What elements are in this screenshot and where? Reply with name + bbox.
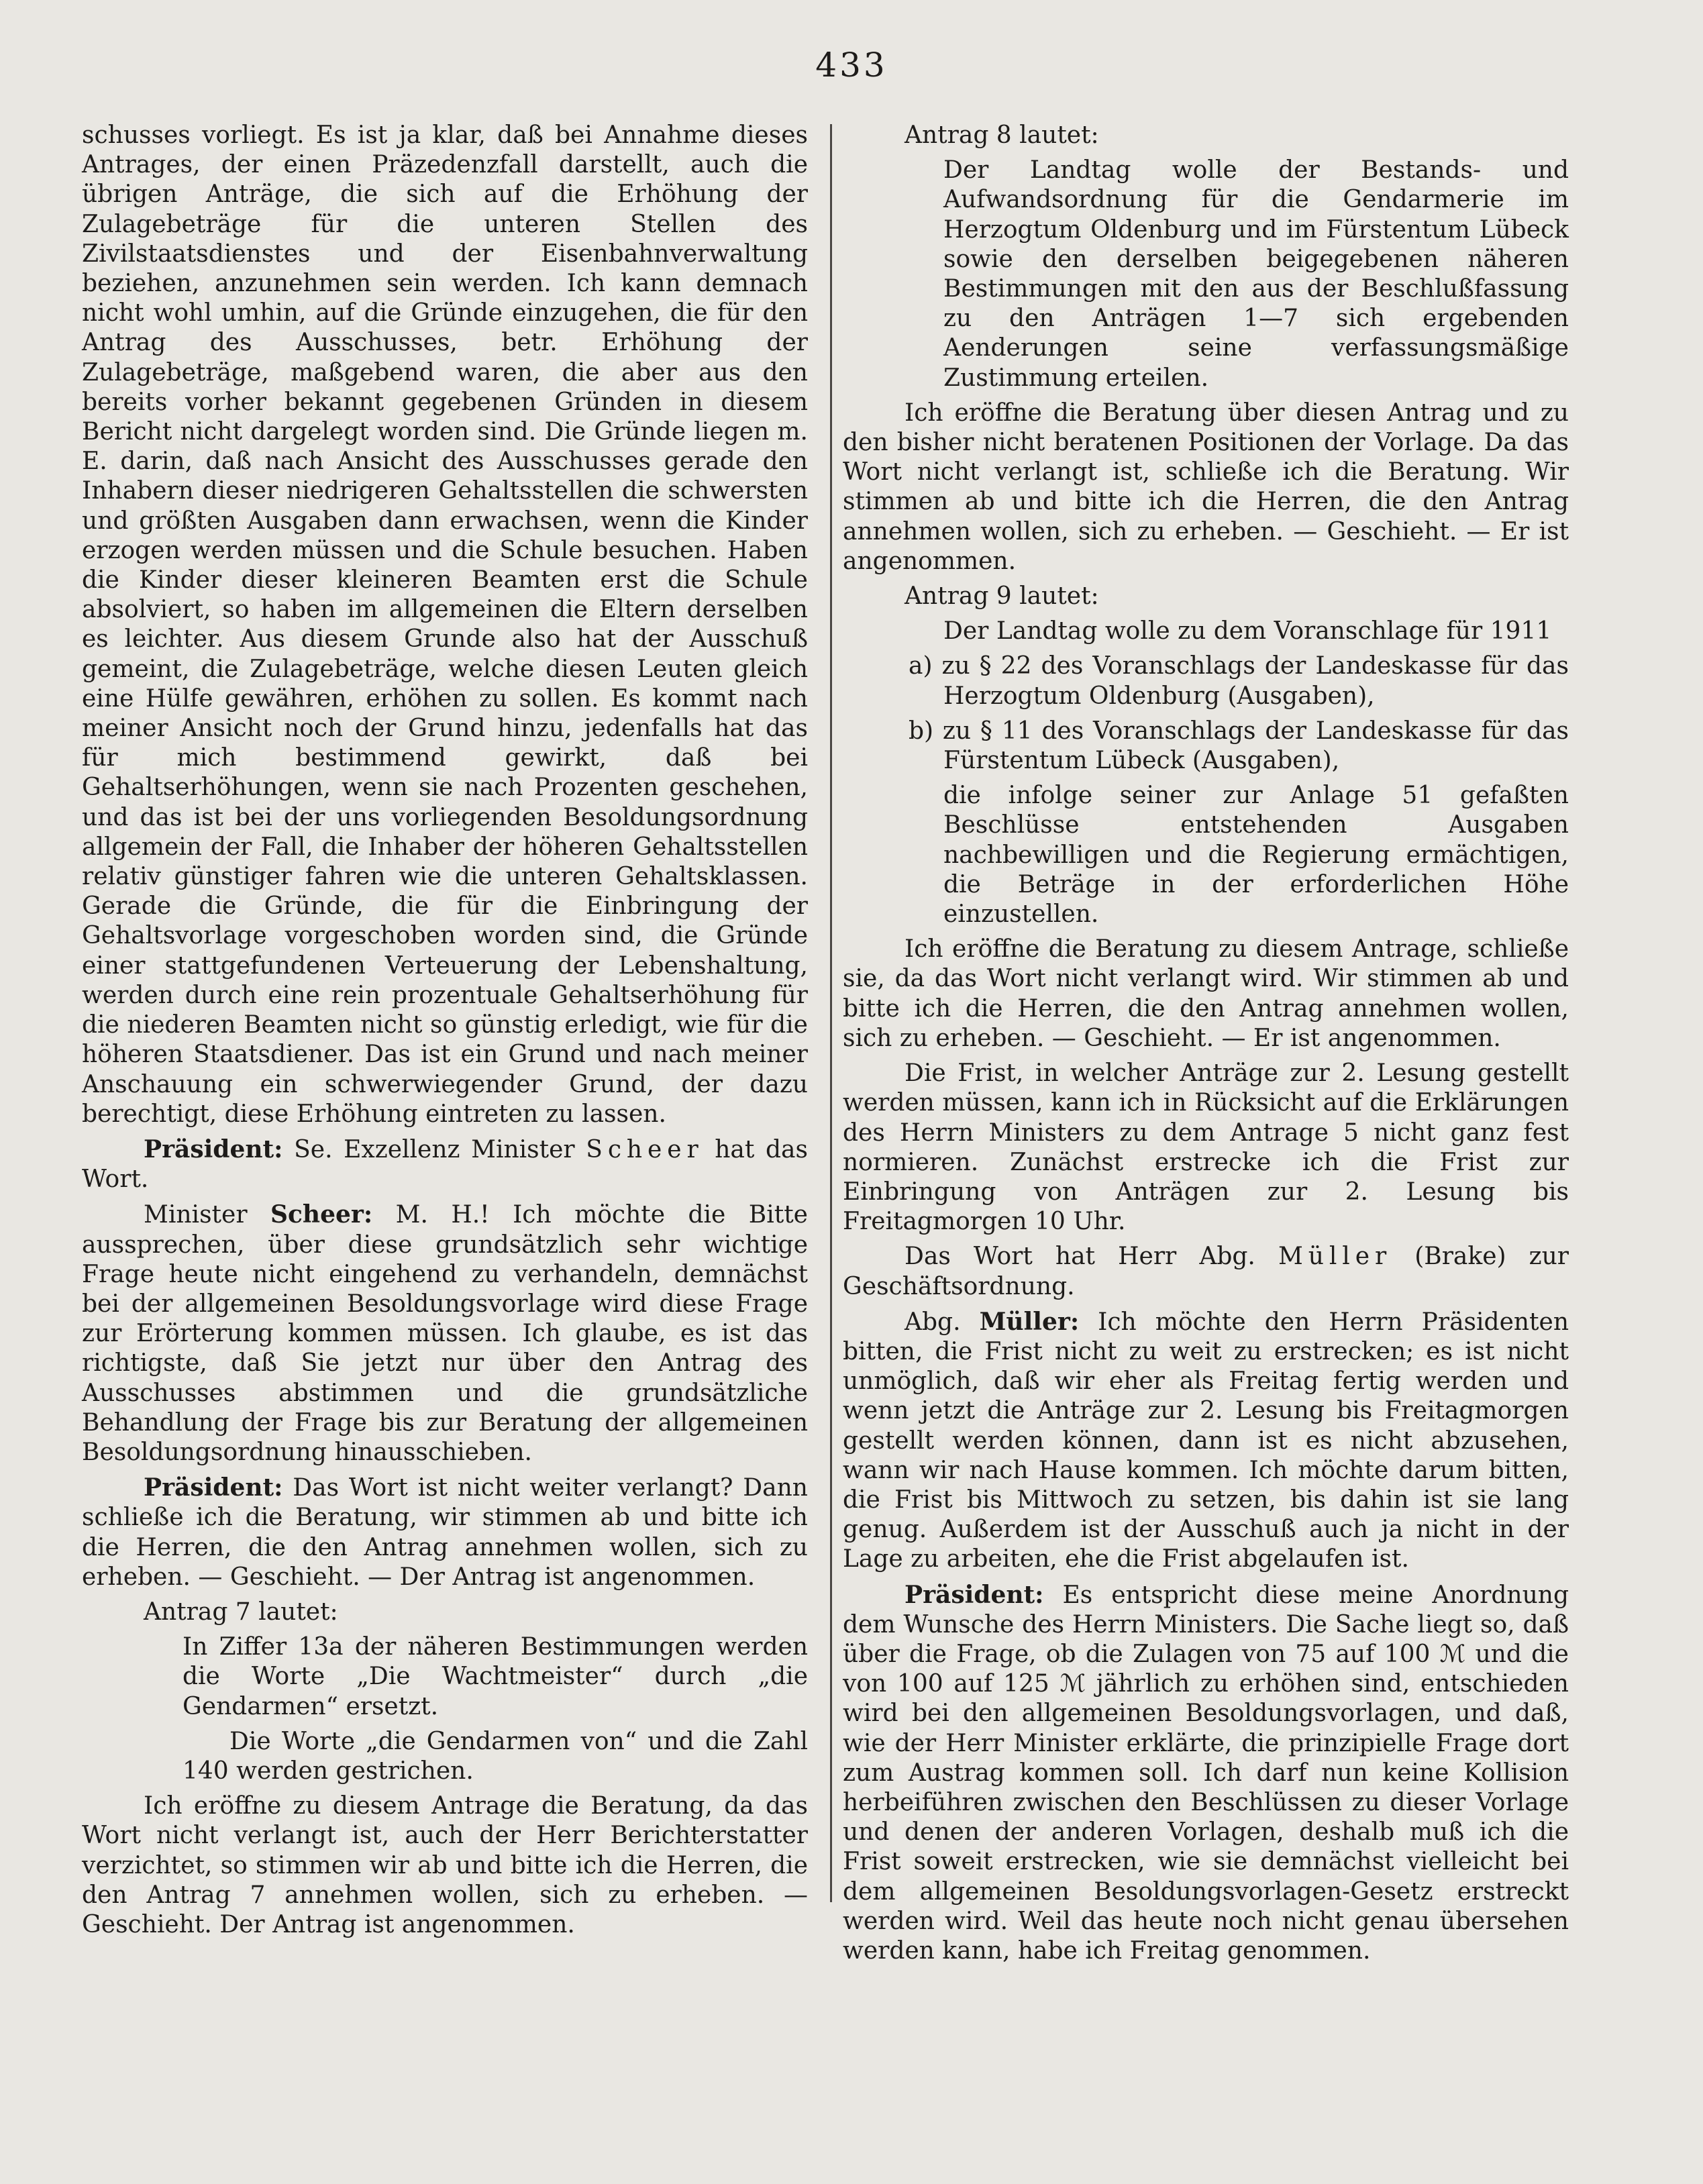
- paragraph: Ich eröffne die Beratung zu diesem Antrage, schließe sie, da das Wort nicht verlangt wird. Wir stimmen ab und bitte ich die Herren, die den Antrag annehmen wollen, sich zu erheben. — Geschieht. — Er ist angenommen.: [843, 935, 1569, 1052]
- speaker-label: Präsident:: [144, 1135, 283, 1163]
- antrag-item: b) zu § 11 des Voranschlags der Landeskasse für das Fürstentum Lübeck (Ausgaben),: [909, 717, 1569, 775]
- paragraph-president: [843, 1580, 1569, 1967]
- antrag-heading: Antrag 9 lautet:: [905, 582, 1099, 611]
- speaker-label: Präsident:: [144, 1473, 283, 1502]
- speaker-label: Müller:: [979, 1307, 1080, 1336]
- paragraph: [843, 1242, 1569, 1301]
- paragraph-minister: [82, 1200, 808, 1467]
- paragraph-text: Das Wort hat Herr Abg.: [905, 1243, 1255, 1271]
- speaker-name: Müller: [1278, 1243, 1392, 1271]
- speaker-label: Präsident:: [905, 1580, 1044, 1609]
- paragraph: Ich eröffne die Beratung über diesen Antrag und zu den bisher nicht beratenen Positionen der Vorlage. Da das Wort nicht verlangt ist, schließe ich die Beratung. Wir stimmen ab und bitte ich die Herren, die den Antrag annehmen wollen, sich zu erheben. — Geschieht. — Er ist angenommen.: [843, 399, 1569, 575]
- paragraph-text: hat das Wort.: [82, 1135, 808, 1194]
- antrag-text: Der Landtag wolle der Bestands- und Aufwandsordnung für die Gendarmerie im Herzogtum Oldenburg und im Fürstentum Lübeck sowie den derselben beigegebenen näheren Bestimmungen mit den aus der Beschlußfassung zu den Anträgen 1—7 sich ergebenden Aenderungen seine verfassungsmäßige Zustimmung erteilen.: [943, 156, 1569, 392]
- paragraph: schusses vorliegt. Es ist ja klar, daß bei Annahme dieses Antrages, der einen Präzedenzfall darstellt, auch die übrigen Anträge, die sich auf die Erhöhung der Zulagebeträge für die unteren Stellen des Zivilstaatsdienstes und der Eisenbahnverwaltung beziehen, anzunehmen sein werden. Ich kann demnach nicht wohl umhin, auf die Gründe einzugehen, die für den Antrag des Ausschusses, betr. Erhöhung der Zulagebeträge, maßgebend waren, die aber aus den bereits vorher bekannt gegebenen Gründen in diesem Bericht nicht dargelegt worden sind. Die Gründe liegen m. E. darin, daß nach Ansicht des Ausschusses gerade den Inhabern dieser niedrigeren Gehaltsstellen die schwersten und größten Ausgaben dann erwachsen, wenn die Kinder erzogen werden müssen und die Schule besuchen. Haben die Kinder dieser kleineren Beamten erst die Schule absolviert, so haben im allgemeinen die Eltern derselben es leichter. Aus diesem Grunde also hat der Ausschuß gemeint, die Zulagebeträge, welche diesen Leuten gleich eine Hülfe gewähren, erhöhen zu sollen. Es kommt nach meiner Ansicht noch der Grund hinzu, jedenfalls hat das für mich bestimmend gewirkt, daß bei Gehaltserhöhungen, wenn sie nach Prozenten geschehen, und das ist bei der uns vorliegenden Besoldungsordnung allgemein der Fall, die Inhaber der höheren Gehaltsstellen relativ günstiger fahren wie die unteren Gehaltsklassen. Gerade die Gründe, die für die Einbringung der Gehaltsvorlage vorgeschoben worden sind, die Gründe einer stattgefundenen Verteuerung der Lebenshaltung, werden durch eine rein prozentuale Gehaltserhöhung für die niederen Beamten nicht so günstig erledigt, wie für die höheren Staatsdiener. Das ist ein Grund und nach meiner Anschauung ein schwerwiegender Grund, der dazu berechtigt, diese Erhöhung eintreten zu lassen.: [82, 121, 808, 1128]
- left-column: [82, 121, 808, 1945]
- paragraph-president: [82, 1135, 808, 1194]
- antrag-text: Die Worte „die Gendarmen von“ und die Zahl 140 werden gestrichen.: [183, 1727, 808, 1785]
- column-divider: [830, 124, 832, 1902]
- antrag-text: Der Landtag wolle zu dem Voranschlage für 1911: [943, 617, 1552, 645]
- antrag-item: a) zu § 22 des Voranschlags der Landeskasse für das Herzogtum Oldenburg (Ausgaben),: [909, 652, 1569, 710]
- paragraph-text: (Brake) zur Geschäftsordnung.: [843, 1243, 1569, 1300]
- paragraph-text: M. H.! Ich möchte die Bitte aussprechen, über diese grundsätzlich sehr wichtige Frage heute nicht eingehend zu verhandeln, demnächst bei der allgemeinen Besoldungsvorlage wird diese Frage zur Erörterung kommen müssen. Ich glaube, es ist das richtigste, daß Sie jetzt nur über den Antrag des Ausschusses abstimmen und die grundsätzliche Behandlung der Frage bis zur Beratung der allgemeinen Besoldungsordnung hinausschieben.: [82, 1201, 808, 1466]
- antrag-text: In Ziffer 13a der näheren Bestimmungen werden die Worte „Die Wachtmeister“ durch „die Gendarmen“ ersetzt.: [183, 1633, 808, 1720]
- speaker-name: Scheer: [586, 1135, 704, 1163]
- paragraph-president: [82, 1473, 808, 1592]
- paragraph-text: Es entspricht diese meine Anordnung dem Wunsche des Herrn Ministers. Die Sache liegt so, daß über die Frage, ob die Zulagen von 75 auf 100 ℳ und die von 100 auf 125 ℳ jährlich zu erhöhen sind, entschieden wird bei den allgemeinen Besoldungsvorlagen, und daß, wie der Herr Minister erklärte, die prinzipielle Frage dort zum Austrag kommen soll. Ich darf nun keine Kollision herbeiführen zwischen den Beschlüssen zu dieser Vorlage und denen der anderen Vorlagen, deshalb muß ich die Frist soweit erstrecken, wie sie demnächst vielleicht bei dem allgemeinen Besoldungsvorlagen-Gesetz erstreckt werden wird. Weil das heute noch nicht genau übersehen werden kann, habe ich Freitag genommen.: [843, 1581, 1569, 1965]
- paragraph-deputy: [843, 1307, 1569, 1575]
- antrag-heading: Antrag 7 lautet:: [144, 1598, 338, 1626]
- paragraph-text: Se. Exzellenz Minister: [294, 1135, 575, 1163]
- speaker-title: Minister: [144, 1201, 248, 1229]
- antrag-heading: Antrag 8 lautet:: [905, 121, 1099, 149]
- speaker-label: Scheer:: [270, 1200, 373, 1229]
- paragraph: Ich eröffne zu diesem Antrage die Beratung, da das Wort nicht verlangt ist, auch der Herr Berichterstatter verzichtet, so stimmen wir ab und bitte ich die Herren, die den Antrag 7 annehmen wollen, sich zu erheben. — Geschieht. Der Antrag ist angenommen.: [82, 1792, 808, 1938]
- paragraph: Die Frist, in welcher Anträge zur 2. Lesung gestellt werden müssen, kann ich in Rücksicht auf die Erklärungen des Herrn Ministers zu dem Antrage 5 nicht ganz fest normieren. Zunächst erstrecke ich die Frist zur Einbringung von Anträgen zur 2. Lesung bis Freitagmorgen 10 Uhr.: [843, 1059, 1569, 1236]
- speaker-title: Abg.: [905, 1308, 961, 1336]
- paragraph-text: Ich möchte den Herrn Präsidenten bitten, die Frist nicht zu weit zu erstrecken; es ist nicht unmöglich, daß wir eher als Freitag fertig werden und wenn jetzt die Anträge zur 2. Lesung bis Freitagmorgen gestellt werden können, dann ist es nicht abzusehen, wann wir nach Hause kommen. Ich möchte darum bitten, die Frist bis Mittwoch zu setzen, bis dahin ist sie lang genug. Außerdem ist der Ausschuß auch ja nicht in der Lage zu arbeiten, ehe die Frist abgelaufen ist.: [843, 1308, 1569, 1573]
- antrag-text: die infolge seiner zur Anlage 51 gefaßten Beschlüsse entstehenden Ausgaben nachbewilligen und die Regierung ermächtigen, die Beträge in der erforderlichen Höhe einzustellen.: [943, 782, 1569, 929]
- page-number: 433: [815, 46, 888, 85]
- paragraph-text: Das Wort ist nicht weiter verlangt? Dann schließe ich die Beratung, wir stimmen ab und bitte ich die Herren, die den Antrag annehmen wollen, sich zu erheben. — Geschieht. — Der Antrag ist angenommen.: [82, 1474, 808, 1591]
- right-column: [843, 121, 1569, 1971]
